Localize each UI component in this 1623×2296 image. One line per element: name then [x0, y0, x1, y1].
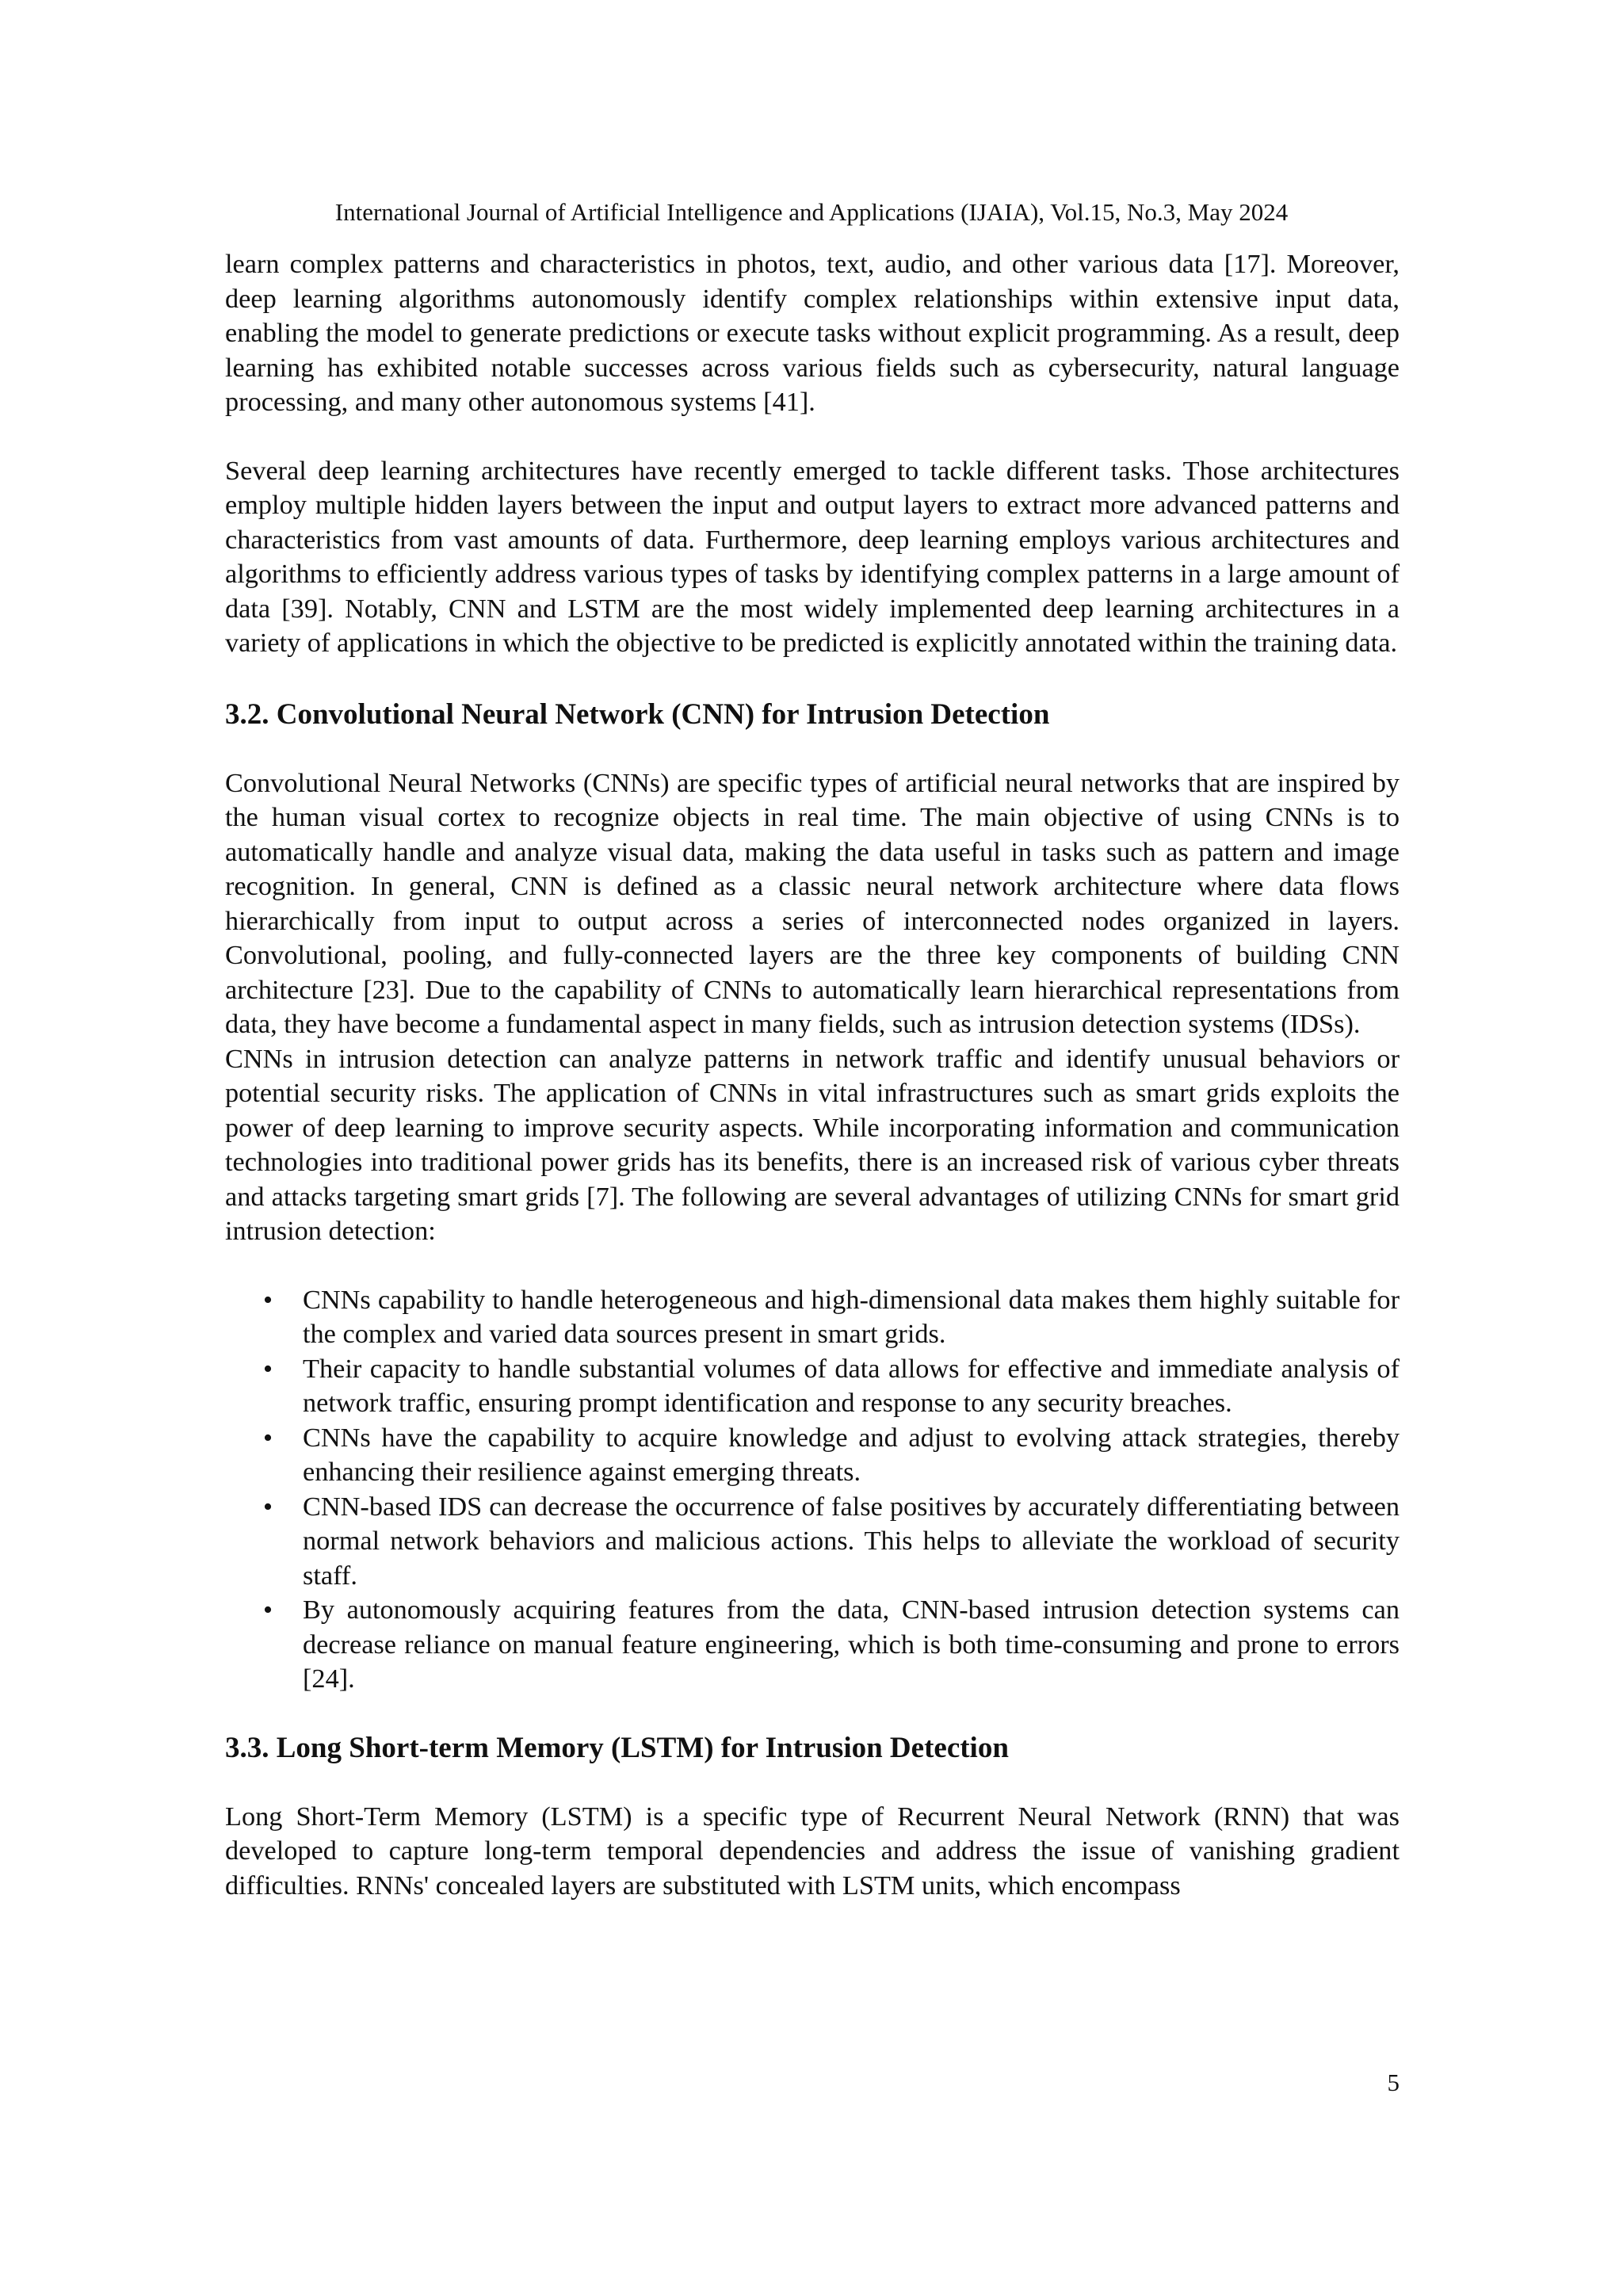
main-content: [225, 247, 1400, 1903]
bullet-icon: •: [263, 1595, 273, 1625]
intro-paragraph-1: learn complex patterns and characteristics in photos, text, audio, and other various data [17]. Moreover, deep learning algorithms autonomously identify complex relationships within extensive input data, enabling the model to generate predictions or execute tasks without explicit programming. As a result, deep learning has exhibited notable successes across various fields such as cybersecurity, natural language processing, and many other autonomous systems [41].: [225, 249, 1400, 417]
list-item-text: CNNs have the capability to acquire knowledge and adjust to evolving attack strategies, thereby enhancing their resilience against emerging threats.: [303, 1422, 1400, 1487]
list-item-text: CNNs capability to handle heterogeneous and high-dimensional data makes them highly suitable for the complex and varied data sources present in smart grids.: [303, 1284, 1400, 1349]
section-3-2-paragraph-1: Convolutional Neural Networks (CNNs) are specific types of artificial neural networks that are inspired by the human visual cortex to recognize objects in real time. The main objective of using CNNs is to automatically handle and analyze visual data, making the data useful in tasks such as pattern and image recognition. In general, CNN is defined as a classic neural network architecture where data flows hierarchically from input to output across a series of interconnected nodes organized in layers. Convolutional, pooling, and fully-connected layers are the three key components of building CNN architecture [23]. Due to the capability of CNNs to automatically learn hierarchical representations from data, they have become a fundamental aspect in many fields, such as intrusion detection systems (IDSs).: [225, 767, 1400, 1039]
page-number: 5: [1387, 2069, 1400, 2096]
bullet-icon: •: [263, 1422, 273, 1453]
section-3-3-heading: 3.3. Long Short-term Memory (LSTM) for Intrusion Detection: [225, 1731, 1009, 1764]
section-3-2-paragraph-2: CNNs in intrusion detection can analyze patterns in network traffic and identify unusual behaviors or potential security risks. The application of CNNs in vital infrastructures such as smart grids exploits the power of deep learning to improve security aspects. While incorporating information and communication technologies into traditional power grids has its benefits, there is an increased risk of various cyber threats and attacks targeting smart grids [7]. The following are several advantages of utilizing CNNs for smart grid intrusion detection:: [225, 1043, 1400, 1246]
list-item: [225, 1352, 1400, 1421]
list-item: [225, 1593, 1400, 1697]
list-item: [225, 1283, 1400, 1352]
section-3-3-paragraph-1: Long Short-Term Memory (LSTM) is a specific type of Recurrent Neural Network (RNN) that was developed to capture long-term temporal dependencies and address the issue of vanishing gradient difficulties. RNNs' concealed layers are substituted with LSTM units, which encompass: [225, 1801, 1400, 1901]
bullet-icon: •: [263, 1491, 273, 1522]
running-header: International Journal of Artificial Intelligence and Applications (IJAIA), Vol.15, No.3, May 2024: [334, 198, 1289, 226]
list-item: [225, 1490, 1400, 1594]
list-item-text: Their capacity to handle substantial volumes of data allows for effective and immediate analysis of network traffic, ensuring prompt identification and response to any security breaches.: [303, 1353, 1400, 1418]
list-item-text: CNN-based IDS can decrease the occurrence of false positives by accurately differentiating between normal network behaviors and malicious actions. This helps to alleviate the workload of security staff.: [303, 1491, 1400, 1591]
list-item-text: By autonomously acquiring features from the data, CNN-based intrusion detection systems can decrease reliance on manual feature engineering, which is both time-consuming and prone to errors [24].: [303, 1595, 1400, 1694]
intro-paragraph-2: Several deep learning architectures have recently emerged to tackle different tasks. Those architectures employ multiple hidden layers between the input and output layers to extract more advanced patterns and characteristics from vast amounts of data. Furthermore, deep learning employs various architectures and algorithms to efficiently address various types of tasks by identifying complex patterns in a large amount of data [39]. Notably, CNN and LSTM are the most widely implemented deep learning architectures in a variety of applications in which the objective to be predicted is explicitly annotated within the training data.: [225, 455, 1400, 658]
advantages-bullet-list: [225, 1283, 1400, 1697]
section-3-2-heading: 3.2. Convolutional Neural Network (CNN) for Intrusion Detection: [225, 697, 1050, 731]
bullet-icon: •: [263, 1353, 273, 1384]
list-item: [225, 1421, 1400, 1490]
bullet-icon: •: [263, 1284, 273, 1315]
